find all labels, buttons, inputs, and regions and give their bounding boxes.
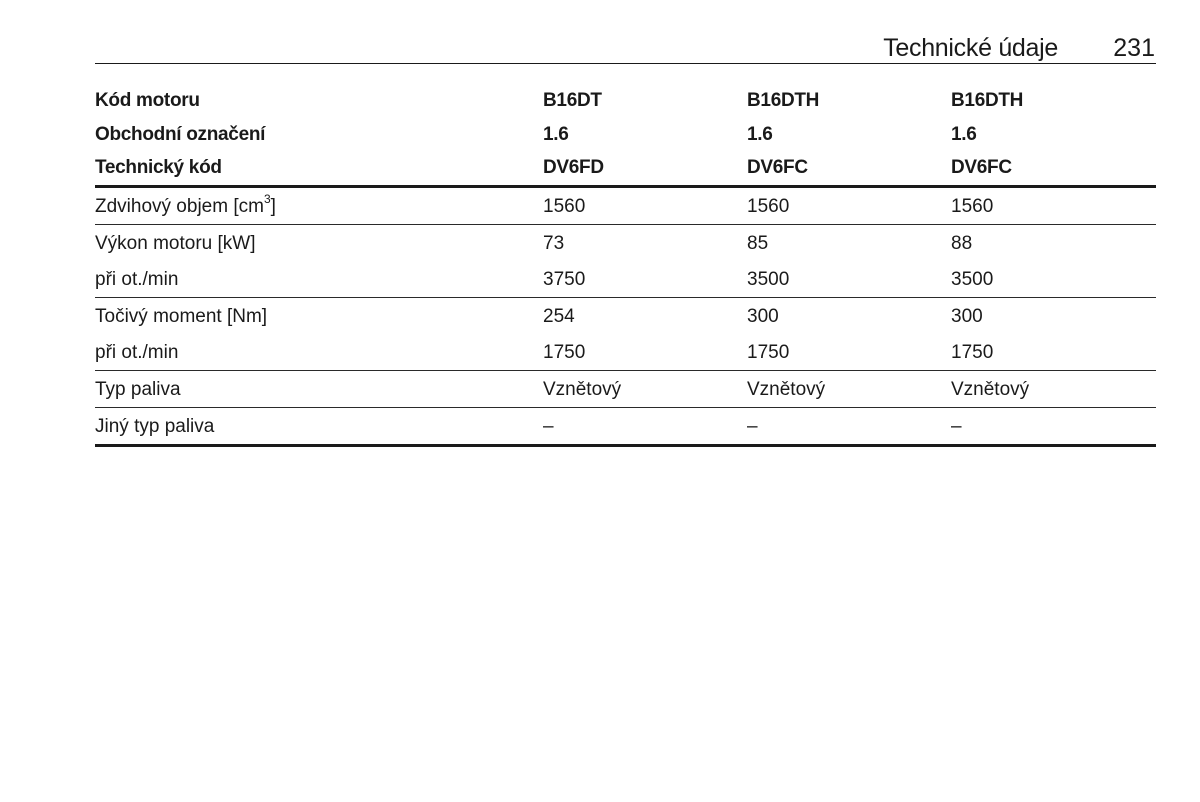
row-label: Točivý moment [Nm] bbox=[95, 305, 268, 327]
table-header-row-engine-code bbox=[95, 84, 1156, 118]
table-cell: 254 bbox=[543, 305, 575, 327]
table-cell: 300 bbox=[747, 305, 779, 327]
table-cell: 1560 bbox=[747, 195, 790, 217]
page-header bbox=[95, 30, 1156, 64]
row-label bbox=[95, 188, 276, 225]
row-label: Typ paliva bbox=[95, 378, 181, 400]
table-row-torque bbox=[95, 297, 1156, 334]
table-cell: Vznětový bbox=[747, 378, 826, 400]
table-header-row-technical-code bbox=[95, 151, 1156, 185]
table-cell: 300 bbox=[951, 305, 983, 327]
unit-superscript: 3 bbox=[263, 192, 271, 207]
table-cell: 73 bbox=[543, 232, 565, 254]
table-cell: B16DTH bbox=[951, 90, 1024, 111]
table-cell: 1750 bbox=[951, 341, 994, 363]
table-cell: Vznětový bbox=[543, 378, 622, 400]
row-label: Obchodní označení bbox=[95, 123, 266, 145]
table-cell: DV6FC bbox=[747, 157, 808, 178]
table-row-fuel-type bbox=[95, 370, 1156, 407]
label-text-end: ] bbox=[270, 195, 276, 217]
table-row-displacement bbox=[95, 185, 1156, 224]
table-cell: 3500 bbox=[747, 268, 790, 290]
engine-spec-table bbox=[95, 84, 1156, 447]
table-cell: – bbox=[543, 415, 554, 437]
table-cell: B16DT bbox=[543, 90, 602, 111]
table-cell: 85 bbox=[747, 232, 769, 254]
table-cell: 1.6 bbox=[747, 123, 773, 145]
row-label: při ot./min bbox=[95, 268, 179, 290]
table-cell: B16DTH bbox=[747, 90, 820, 111]
table-cell: 1560 bbox=[543, 195, 586, 217]
section-title: Technické údaje bbox=[883, 34, 1058, 62]
label-text: Zdvihový objem [cm bbox=[95, 195, 264, 217]
table-row-torque-rpm bbox=[95, 334, 1156, 370]
table-cell: – bbox=[747, 415, 758, 437]
table-row-power bbox=[95, 224, 1156, 261]
table-cell: 1.6 bbox=[543, 123, 569, 145]
table-cell: 3750 bbox=[543, 268, 586, 290]
table-cell: 1750 bbox=[747, 341, 790, 363]
row-label: Technický kód bbox=[95, 157, 222, 178]
table-cell: DV6FD bbox=[543, 157, 604, 178]
table-cell: 1.6 bbox=[951, 123, 977, 145]
table-row-alt-fuel bbox=[95, 407, 1156, 447]
row-label: Kód motoru bbox=[95, 90, 200, 111]
row-label: při ot./min bbox=[95, 341, 179, 363]
table-cell: 88 bbox=[951, 232, 973, 254]
table-cell: 1750 bbox=[543, 341, 586, 363]
table-cell: – bbox=[951, 415, 962, 437]
table-cell: 1560 bbox=[951, 195, 994, 217]
table-cell: Vznětový bbox=[951, 378, 1030, 400]
table-cell: 3500 bbox=[951, 268, 994, 290]
page-number: 231 bbox=[1113, 34, 1155, 62]
table-cell: DV6FC bbox=[951, 157, 1012, 178]
row-label: Výkon motoru [kW] bbox=[95, 232, 256, 254]
table-header-row-trade-name bbox=[95, 118, 1156, 152]
table-row-power-rpm bbox=[95, 261, 1156, 297]
row-label: Jiný typ paliva bbox=[95, 415, 215, 437]
